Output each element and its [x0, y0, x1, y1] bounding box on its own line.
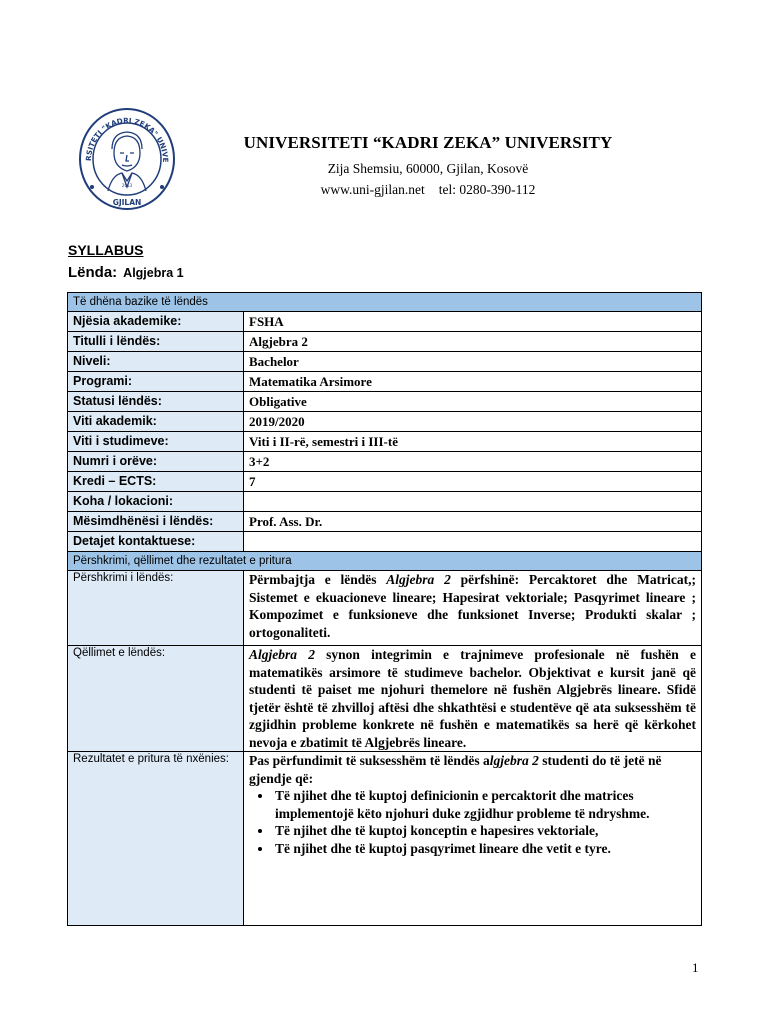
subject-line	[68, 264, 184, 282]
phone-number: tel: 0280-390-112	[438, 182, 536, 197]
field-label: Koha / lokacioni:	[68, 492, 244, 512]
letterhead	[200, 133, 656, 198]
field-value: Algjebra 2	[244, 332, 702, 352]
results-list	[249, 787, 696, 857]
table-row	[68, 412, 702, 432]
contact-line	[200, 182, 656, 198]
field-label: Mësimdhënësi i lëndës:	[68, 512, 244, 532]
svg-text:GJILAN: GJILAN	[112, 198, 142, 207]
table-row	[68, 432, 702, 452]
field-value: 3+2	[244, 452, 702, 472]
field-value: 7	[244, 472, 702, 492]
field-label: Njësia akademike:	[68, 312, 244, 332]
website-link[interactable]: www.uni-gjilan.net	[320, 182, 425, 197]
table-row	[68, 472, 702, 492]
subject-label: Lënda:	[68, 264, 118, 281]
field-value: FSHA	[244, 312, 702, 332]
course-info-table	[67, 292, 702, 926]
university-address: Zija Shemsiu, 60000, Gjilan, Kosovë	[327, 161, 529, 176]
field-label: Viti akademik:	[68, 412, 244, 432]
field-value: 2019/2020	[244, 412, 702, 432]
field-label: Titulli i lëndës:	[68, 332, 244, 352]
subject-name-italic: Algjebra 2	[249, 647, 315, 662]
table-row	[68, 452, 702, 472]
field-value: Bachelor	[244, 352, 702, 372]
field-value: Obligative	[244, 392, 702, 412]
field-label: Programi:	[68, 372, 244, 392]
svg-text:2013: 2013	[121, 183, 133, 188]
table-row	[68, 492, 702, 512]
list-item: • Të njihet dhe të kuptoj pasqyrimet lineare dhe vetit e tyre.	[273, 840, 696, 858]
field-value	[244, 532, 702, 552]
subject-name-italic: Algjebra 2	[386, 572, 451, 587]
field-value: Prof. Ass. Dr.	[244, 512, 702, 532]
field-label: Numri i orëve:	[68, 452, 244, 472]
description-label: Përshkrimi i lëndës:	[68, 571, 244, 646]
section-header-description: Përshkrimi, qëllimet dhe rezultatet e pritura	[68, 552, 702, 571]
table-row	[68, 332, 702, 352]
goals-text: Algjebra 2 synon integrimin e trajnimeve profesionale në fushën e matematikës arsimore të studimeve bachelor. Objektivat e kursit janë që studenti të paiset me njohuri themelore në fushën Algjebrës lineare. Sfidë tjetër është të zhvilloj aftësi dhe shkathtësi e studentëve që ata suksesshëm të zgjidhin probleme konkrete në fushën e matematikës sa herë që kërkohet nevoja e zbatimit të Algjebrës lineare.	[244, 646, 702, 752]
list-item: • Të njihet dhe të kuptoj konceptin e hapesires vektoriale,	[273, 822, 696, 840]
subject-value: Algjebra 1	[123, 266, 184, 280]
field-value	[244, 492, 702, 512]
table-row	[68, 512, 702, 532]
page-number: 1	[692, 960, 699, 975]
svg-text:UNIVERSITETI "KADRI ZEKA" UNIV: RSITETI "KADRI ZEKA" UNIVE	[83, 115, 171, 163]
syllabus-heading: SYLLABUS	[68, 242, 144, 258]
table-row	[68, 312, 702, 332]
field-value: Viti i II-rë, semestri i III-të	[244, 432, 702, 452]
table-row	[68, 352, 702, 372]
field-label: Niveli:	[68, 352, 244, 372]
subject-name-italic: lgjebra 2	[489, 753, 539, 768]
university-name: UNIVERSITETI “KADRI ZEKA” UNIVERSITY	[243, 133, 613, 152]
table-row	[68, 392, 702, 412]
field-label: Detajet kontaktuese:	[68, 532, 244, 552]
list-item: • Të njihet dhe të kuptoj definicionin e percaktorit dhe matrices implementojë këto njohuri duke zgjidhur probleme të ndryshme.	[273, 787, 696, 822]
field-label: Kredi – ECTS:	[68, 472, 244, 492]
section-header-basic: Të dhëna bazike të lëndës	[68, 293, 702, 312]
table-row	[68, 372, 702, 392]
description-text: Përmbajtja e lëndës Algjebra 2 përfshinë: Percaktoret dhe Matricat,; Sistemet e ekuacioneve lineare; Hapesirat vektoriale; Pasqyrimet lineare ; Kompozimet e funksioneve dhe funksionet Inverse; Produkti skalar ; ortogonaliteti.	[244, 571, 702, 646]
field-label: Statusi lëndës:	[68, 392, 244, 412]
university-seal-logo	[78, 107, 176, 211]
results-label: Rezultatet e pritura të nxënies:	[68, 752, 244, 926]
table-row	[68, 532, 702, 552]
field-value: Matematika Arsimore	[244, 372, 702, 392]
results-text: Pas përfundimit të suksesshëm të lëndës algjebra 2 studenti do të jetë në gjendje që: • Të njihet dhe të kuptoj definicionin e percaktorit dhe matrices implementojë këto njohuri duke zgjidhur probleme të ndryshme. • Të njihet dhe të kuptoj konceptin e hapesires vektoriale, • Të njihet dhe të kuptoj pasqyrimet lineare dhe vetit e tyre.	[244, 752, 702, 926]
field-label: Viti i studimeve:	[68, 432, 244, 452]
goals-label: Qëllimet e lëndës:	[68, 646, 244, 752]
